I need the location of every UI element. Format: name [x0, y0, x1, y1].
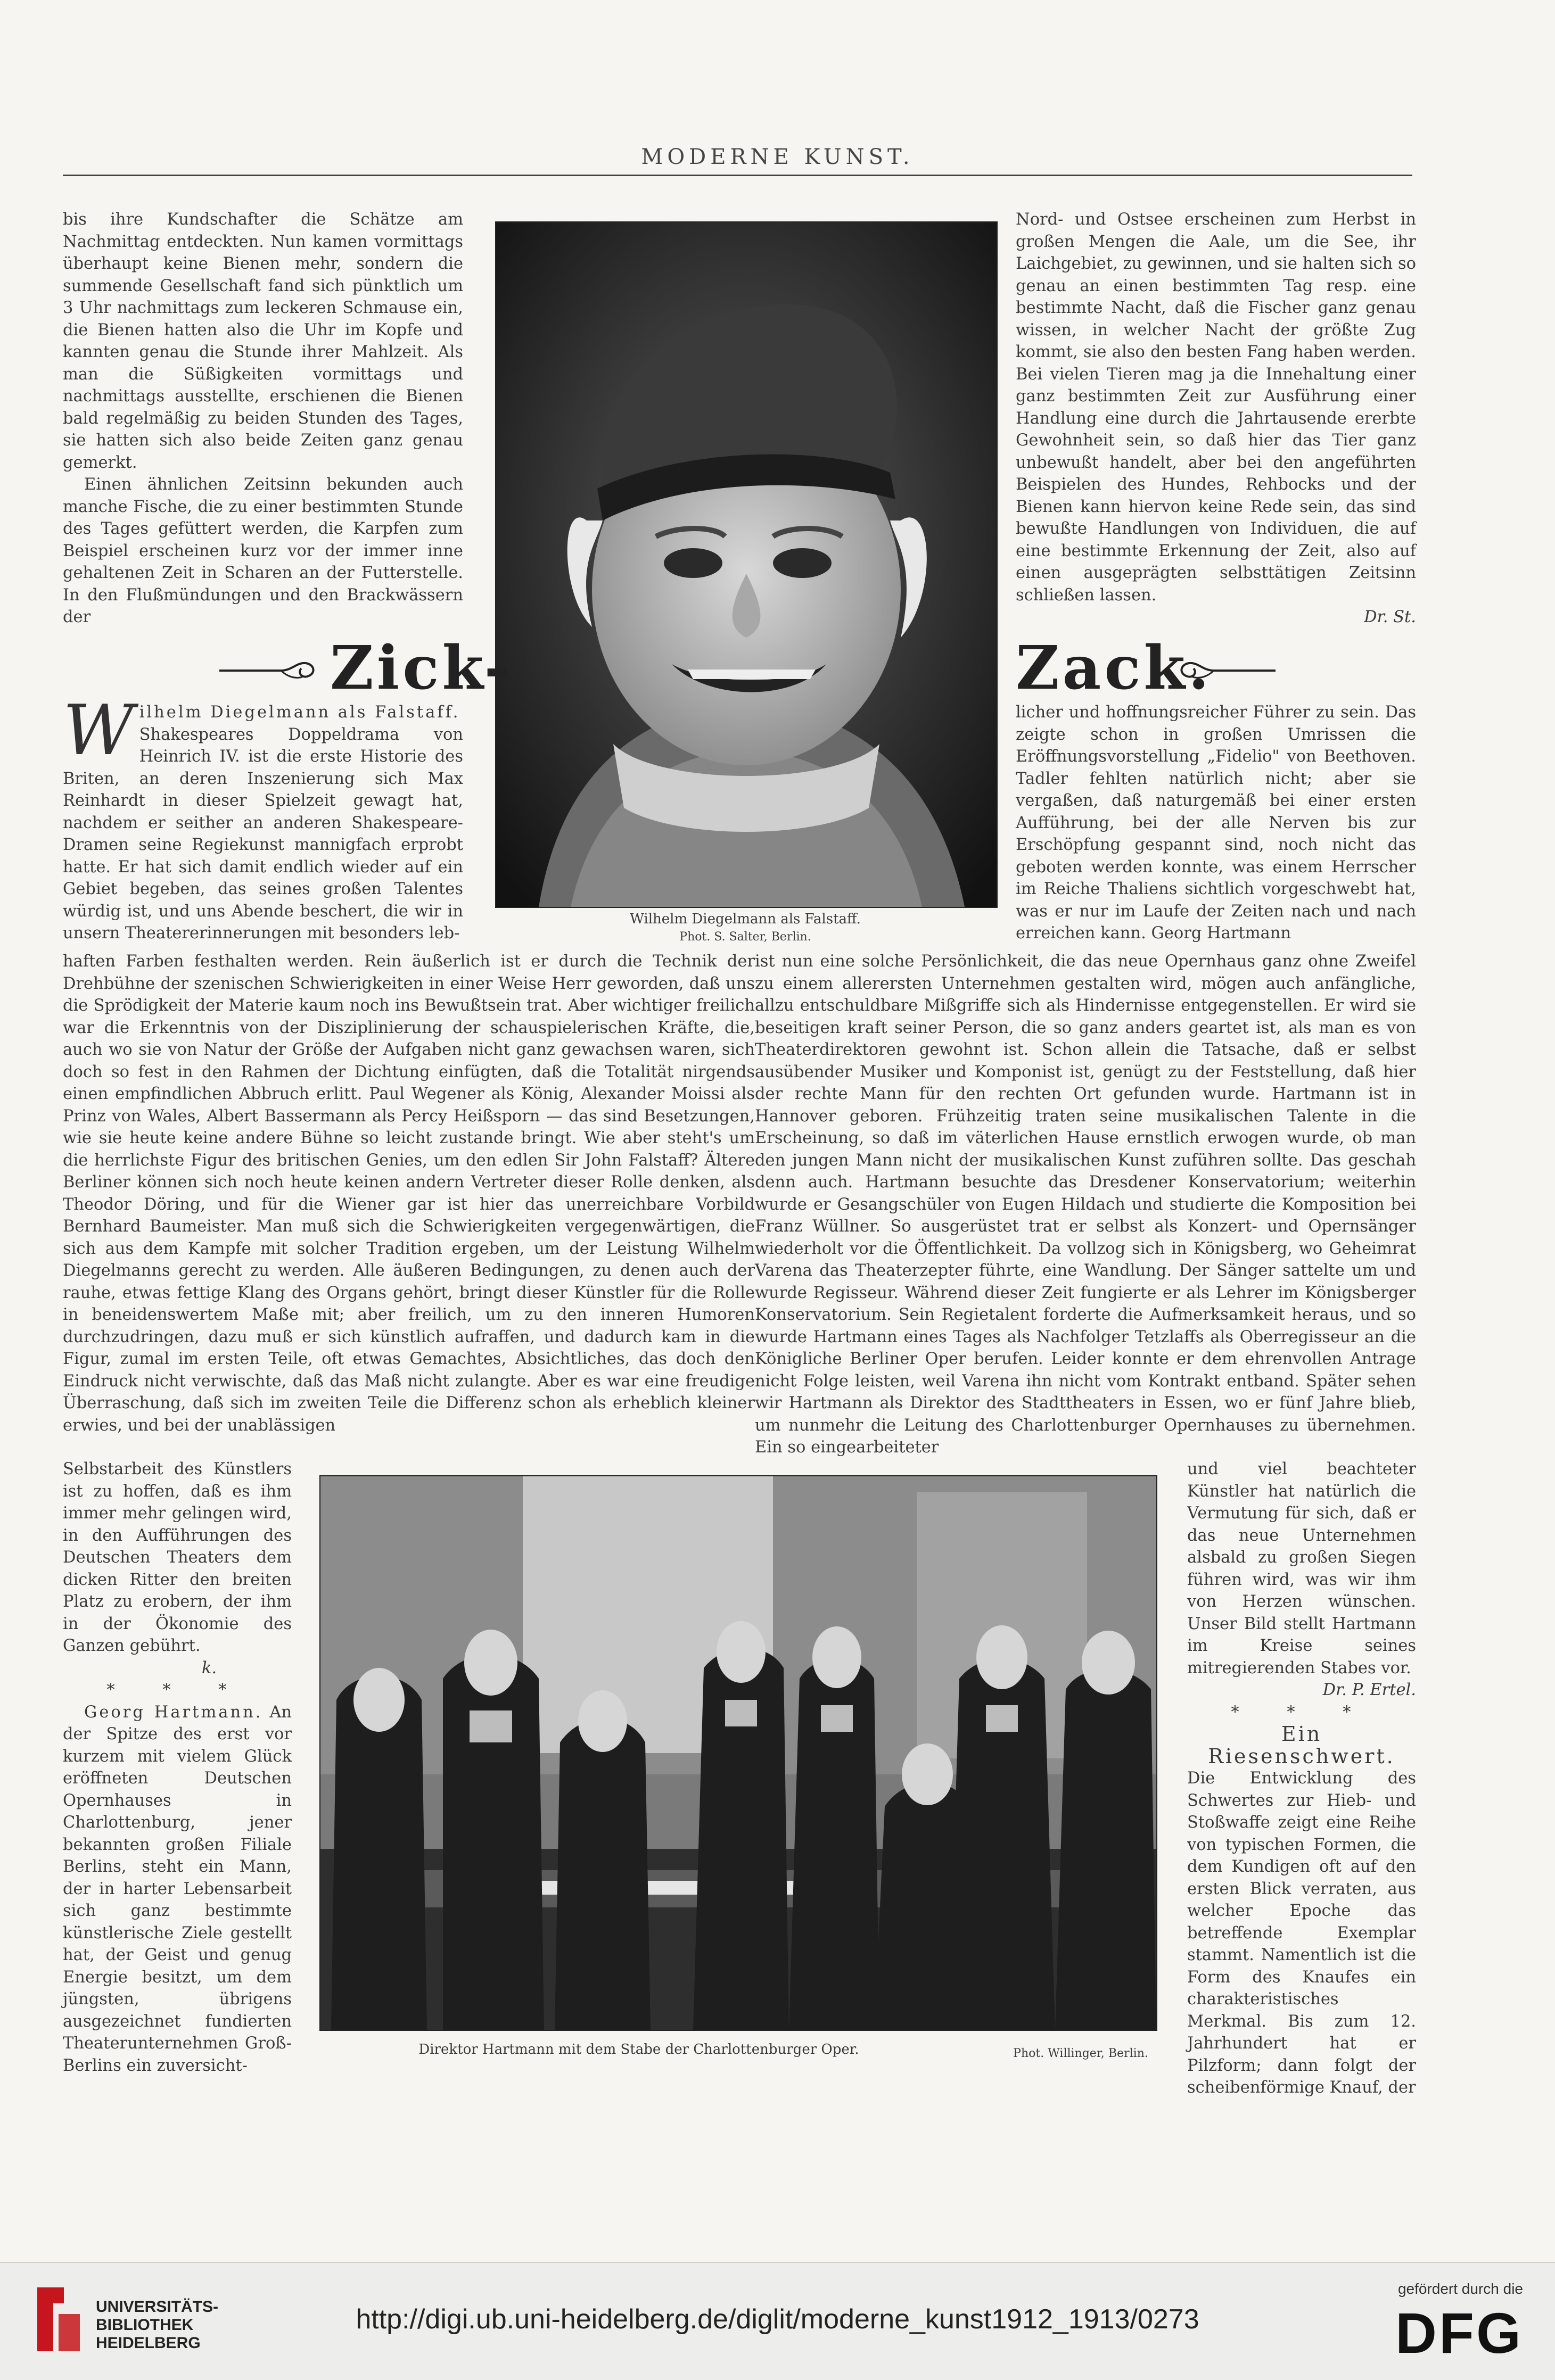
- paragraph: bis ihre Kundschafter die Schätze am Nachmittag entdeckten. Nun kamen vormittags überhaupt keine Bienen mehr, sondern die summende Gesellschaft fand sich pünktlich um 3 Uhr nachmittags zum leckeren Schmause ein, die Bienen hatten also die Uhr im Kopfe und kannten genau die Stunde ihrer Mahlzeit. Als man die Süßigkeiten vormittags und nachmittags ausstellte, erschienen die Bienen bald regelmäßig zu beiden Stunden des Tages, sie hatten sich also beide Zeiten ganz genau gemerkt.: [63, 210, 463, 472]
- photo-credit: Phot. Willinger, Berlin.: [1013, 2047, 1148, 2060]
- drop-cap: W: [63, 690, 134, 771]
- group-illustration: [320, 1476, 1156, 2030]
- portrait-photo-falstaff: [495, 221, 998, 908]
- section-title-right: Zack.: [1016, 633, 1213, 703]
- logo-line: UNIVERSITÄTS-: [96, 2298, 219, 2316]
- permalink-url[interactable]: http://digi.ub.uni-heidelberg.de/diglit/moderne_kunst1912_1913/0273: [356, 2304, 1199, 2335]
- paragraph: An der Spitze des erst vor kurzem mit vielem Glück eröffneten Deutschen Opernhauses in Charlottenburg, jener bekannten großen Filiale Berlins, steht ein Mann, der in harter Lebensarbeit sich ganz bestimmte künstlerische Ziele gestellt hat, der Geist und genug Energie besitzt, um dem jüngsten, übrigens ausgezeichnet fundierten Theaterunternehmen Groß-Berlins ein zuversicht-: [63, 1703, 292, 2075]
- article-hartmann-start: [63, 1701, 292, 2077]
- paragraph: ist nun eine solche Persönlichkeit, die das neue Opernhaus ganz ohne Zweifel zu einem allerersten Unternehmen gestalten wird, mögen auch anfängliche, allzu entschuldbare Mißgriffe sich als Hindernisse entgegenstellen. Er wird sie beseitigen kraft seiner Person, die so ganz anders geartet ist, als man es von Theaterdirektoren gewohnt ist. Schon allein die Tatsache, daß er selbst ausübender Musiker und Komponist ist, genügt zu der Feststellung, daß hier der rechte Mann für den rechten Ort gefunden wurde. Hartmann ist in Hannover geboren. Frühzeitig traten seine musikalischen Talente in die Erscheinung, so daß im väterlichen Hause ernstlich erwogen wurde, ob man den jungen Mann nicht der musikalischen Kunst zuführen sollte. Das geschah denn auch. Hartmann besuchte das Dresdener Konservatorium; weiterhin wurde er Gesangschüler von Eugen Hildach und studierte die Komposition bei Franz Wüllner. So ausgerüstet trat er selbst als Konzert- und Opernsänger wiederholt vor die Öffentlichkeit. Da vollzog sich in Königsberg, wo Geheimrat Varena das Theaterzepter führte, eine Wandlung. Der Sänger sattelte um und wurde Regisseur. Während dieser Zeit fungierte er als Lehrer im Königsberger Konservatorium. Sein Regietalent forderte die Aufmerksamkeit heraus, und so wurde Hartmann eines Tages als Nachfolger Tetzlaffs als Oberregisseur an die Königliche Berliner Oper berufen. Leider konnte er dem ehrenvollen Antrage nicht Folge leisten, weil Varena ihn nicht vom Kontrakt entband. Später sehen wir Hartmann als Direktor des Stadttheaters in Essen, wo er fünf Jahre blieb, um nunmehr die Leitung des Charlottenburger Opernhauses zu übernehmen. Ein so eingearbeiteter: [755, 952, 1416, 1457]
- column-right-top: [1016, 209, 1416, 629]
- logo-line: BIBLIOTHEK: [96, 2316, 194, 2334]
- paragraph: Nord- und Ostsee erscheinen zum Herbst in großen Mengen die Aale, um die See, ihr Laichgebiet, zu gewinnen, und sie halten sich so genau an einen bestimmten Tag resp. eine bestimmte Nacht, daß die Fischer ganz genau wissen, in welcher Nacht der größte Zug kommt, sie also den besten Fang haben werden. Bei vielen Tieren mag ja die Innehaltung einer ganz bestimmten Zeit zur Ausführung einer Handlung eine durch die Jahrtausende ererbte Gewohnheit sein, so daß hier das Tier ganz unbewußt handelt, aber bei den angeführten Beispielen des Hundes, Rehbocks und der Bienen kann hiervon keine Rede sein, das sind bewußte Handlungen von Individuen, die auf eine bestimmte Erkennung der Zeit, also auf einen ausgeprägten selbsttätigen Zeitsinn schließen lassen.: [1016, 210, 1416, 605]
- dfg-logo: DFG: [1395, 2301, 1523, 2365]
- paragraph: Shakespeares Doppeldrama von Heinrich IV. ist die erste Historie des Briten, an deren Inszenierung sich Max Reinhardt in dieser Spielzeit gewagt hat, nachdem er seither an anderen Shakespeare-Dramen seine Regiekunst mannigfach erprobt hatte. Er hat sich damit endlich wieder auf ein Gebiet begeben, das seines großen Talentes würdig ist, und uns Abende beschert, die wir in unsern Theatererinnerungen mit besonders leb-: [63, 725, 463, 943]
- article-title-riesenschwert: Ein Riesenschwert.: [1208, 1722, 1395, 1768]
- group-photo-hartmann: [319, 1475, 1157, 2031]
- column-left-top: [63, 209, 463, 629]
- article-lead: Georg Hartmann.: [84, 1703, 263, 1722]
- paragraph: licher und hoffnungsreicher Führer zu sein. Das zeigte schon in großen Umrissen die Eröffnungsvorstellung „Fidelio" von Beethoven. Tadler fehlten natürlich nicht; aber sie vergaßen, daß naturgemäß bei einer ersten Aufführung, bei der alle Nerven bis zur Erschöpfung gespannt sind, noch nicht das geboten werden konnte, was einem Herrscher im Reiche Thaliens sichtlich vorgeschwebt hat, was er nur im Laufe der Zeiten nach und nach erreichen kann. Georg Hartmann: [1016, 703, 1416, 943]
- article-falstaff-body: [63, 951, 755, 1436]
- photo-credit: Phot. S. Salter, Berlin.: [679, 930, 811, 944]
- portrait-illustration: [496, 222, 997, 907]
- section-divider: * * *: [106, 1681, 248, 1699]
- article-hartmann-end: [1187, 1458, 1416, 2099]
- paragraph: Selbstarbeit des Künstlers ist zu hoffen, daß es ihm immer mehr gelingen wird, in den Aufführungen des Deutschen Theaters dem dicken Ritter den breiten Platz zu erobern, der ihm in der Ökonomie des Ganzen gebührt.: [63, 1460, 292, 1655]
- article-falstaff-intro: [63, 690, 463, 945]
- section-title-left: Zick-: [330, 633, 513, 703]
- running-title: MODERNE KUNST.: [641, 145, 914, 169]
- article-heading: ilhelm Diegelmann als Falstaff.: [139, 703, 460, 722]
- photo-caption: Wilhelm Diegelmann als Falstaff.: [630, 911, 861, 927]
- paragraph: Einen ähnlichen Zeitsinn bekunden auch manche Fische, die zu einer bestimmten Stunde des Tages gefüttert werden, die Karpfen zum Beispiel erscheinen kurz vor der immer inne gehaltenen Zeit in Scharen an der Futterstelle. In den Flußmündungen und den Brackwässern der: [63, 475, 463, 626]
- paragraph: Die Entwicklung des Schwertes zur Hieb- und Stoßwaffe zeigt eine Reihe von typischen Formen, die dem Kundigen oft auf den ersten Blick verraten, aus welcher Epoche das betreffende Exemplar stammt. Namentlich ist die Form des Knaufes ein charakteristisches Merkmal. Bis zum 12. Jahrhundert hat er Pilzform; dann folgt der scheibenförmige Knauf, der: [1187, 1769, 1416, 2097]
- ornament-left-icon: [217, 655, 324, 687]
- header-rule: [63, 175, 1412, 176]
- article-hartmann-body: [755, 951, 1416, 1459]
- photo-caption: Direktor Hartmann mit dem Stabe der Charlottenburger Oper.: [418, 2042, 859, 2057]
- funded-by-label: gefördert durch die: [1397, 2280, 1523, 2297]
- article-hartmann-right-top: [1016, 701, 1416, 945]
- signature: Dr. P. Ertel.: [1322, 1681, 1416, 1699]
- paragraph: haften Farben festhalten werden. Rein äußerlich ist er durch die Technik der Drehbühne der szenischen Schwierigkeiten in einer Weise Herr geworden, daß uns die Sprödigkeit der Materie kaum noch ins Bewußtsein trat. Aber wichtiger freilich war die Erkenntnis von der Disziplinierung der schauspielerischen Kräfte, die, auch wo sie von Natur der Größe der Aufgaben nicht ganz gewachsen waren, sich doch so fest in den Rahmen der Dichtung einfügten, daß die Totalität nirgends einen empfindlichen Abbruch erlitt. Paul Wegener als König, Alexander Moissi als Prinz von Wales, Albert Bassermann als Percy Heißsporn — das sind Besetzungen, wie sie heute keine andere Bühne so leicht zustande bringt. Wie aber steht's um die herrlichste Figur des britischen Genies, um den edlen Sir John Falstaff? Ältere Berliner können sich noch heute keinen andern Vertreter dieser Rolle denken, als Theodor Döring, und für die Wiener gar ist hier das unerreichbare Vorbild Bernhard Baumeister. Man muß sich die Schwierigkeiten vergegenwärtigen, die sich aus dem Kampfe mit solcher Tradition ergeben, um der Leistung Wilhelm Diegelmanns gerecht zu werden. Alle äußeren Bedingungen, zu denen auch der rauhe, etwas fettige Klang des Organs gehört, bringt dieser Künstler für die Rolle in beneidenswertem Maße mit; aber freilich, um zu den inneren Humoren durchzudringen, dazu muß er sich künstlich aufraffen, und dadurch kam in die Figur, zumal im ersten Teile, oft etwas Gemachtes, Absichtliches, das doch den Eindruck nicht verwischte, daß das Maß nicht zulangte. Aber es war eine freudige Überraschung, daß sich im zweiten Teile die Differenz schon als erheblich kleiner erwies, und bei der unablässigen: [63, 952, 755, 1435]
- section-divider: * * *: [1231, 1703, 1372, 1722]
- logo-line: HEIDELBERG: [96, 2334, 201, 2352]
- signature: Dr. St.: [1364, 608, 1416, 626]
- signature: k.: [201, 1658, 217, 1677]
- paragraph: und viel beachteter Künstler hat natürlich die Vermutung für sich, daß er das neue Unternehmen alsbald zu großen Siegen führen wird, was wir ihm von Herzen wünschen. Unser Bild stellt Hartmann im Kreise seines mitregierenden Stabes vor.: [1187, 1460, 1416, 1677]
- article-falstaff-end: [63, 1458, 292, 2077]
- ornament-right-icon: [1171, 655, 1278, 687]
